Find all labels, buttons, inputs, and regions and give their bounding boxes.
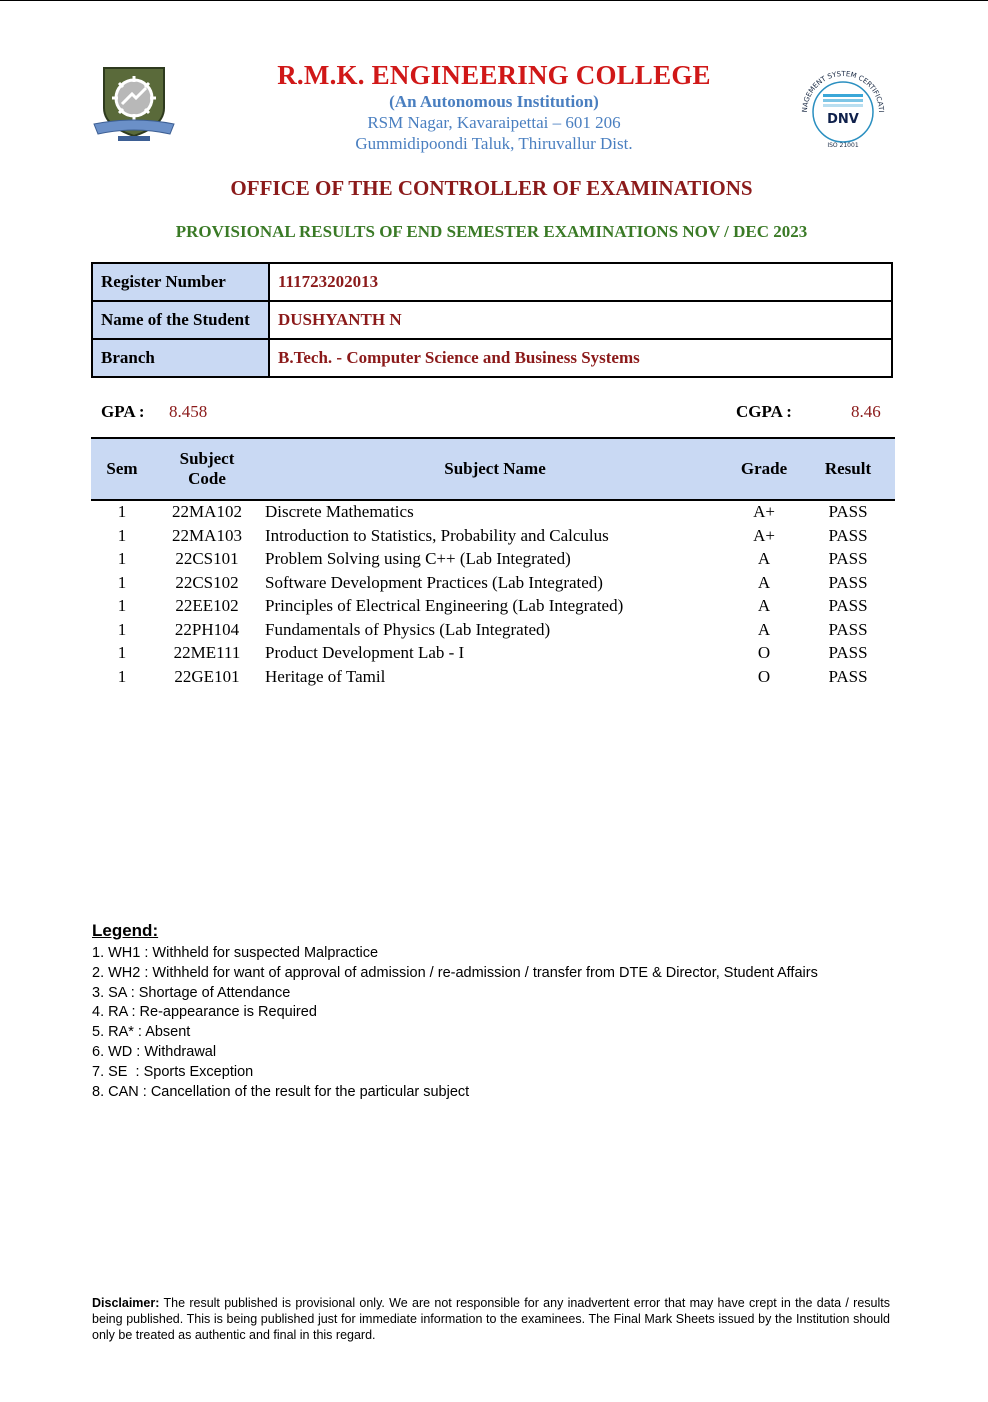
disclaimer	[92, 1295, 890, 1343]
header-result: Result	[824, 459, 872, 478]
row-subject: Software Development Practices (Lab Integrated)	[265, 572, 603, 592]
row-code: 22CS102	[175, 572, 239, 592]
row-result: PASS	[828, 502, 868, 521]
header-subject-code	[161, 439, 253, 499]
row-subject: Principles of Electrical Engineering (Lab Integrated)	[265, 596, 624, 615]
row-code: 22CS101	[175, 549, 239, 568]
register-row	[92, 263, 892, 301]
results-table-body	[91, 501, 895, 689]
row-result: PASS	[828, 643, 868, 662]
student-name-value: DUSHYANTH N	[269, 301, 892, 339]
row-subject: Problem Solving using C++ (Lab Integrated)	[265, 549, 571, 568]
legend-item: 6. WD : Withdrawal	[92, 1043, 217, 1060]
row-sem: 1	[117, 549, 127, 568]
cert-brand-text: DNV	[827, 112, 859, 127]
row-code: 22MA103	[172, 525, 242, 545]
register-label: Register Number	[92, 263, 269, 301]
row-sem: 1	[117, 525, 127, 545]
row-code: 22ME111	[173, 643, 241, 662]
student-name-row	[92, 301, 892, 339]
row-result: PASS	[828, 666, 868, 686]
row-sem: 1	[117, 619, 127, 639]
address-line-2: Gummidipoondi Taluk, Thiruvallur Dist.	[355, 134, 633, 153]
row-grade: A+	[753, 525, 775, 545]
student-name-label: Name of the Student	[92, 301, 269, 339]
legend-item: 4. RA : Re-appearance is Required	[92, 1004, 317, 1021]
row-subject: Heritage of Tamil	[265, 666, 386, 686]
row-sem: 1	[117, 643, 127, 662]
table-row	[91, 666, 895, 690]
row-sem: 1	[117, 502, 127, 521]
cgpa-value: 8.46	[851, 402, 881, 421]
office-title: OFFICE OF THE CONTROLLER OF EXAMINATIONS	[230, 176, 753, 200]
cgpa-label: CGPA :	[736, 402, 792, 421]
table-row	[91, 642, 895, 666]
branch-label: Branch	[92, 339, 269, 377]
table-row	[91, 501, 895, 525]
college-name: R.M.K. ENGINEERING COLLEGE	[277, 60, 711, 90]
legend-item: 2. WH2 : Withheld for want of approval of admission / re-admission / transfer from DTE & Director, Student Affairs	[92, 964, 818, 981]
row-result: PASS	[828, 619, 868, 639]
row-sem: 1	[117, 572, 127, 592]
register-value: 111723202013	[269, 263, 892, 301]
disclaimer-label: Disclaimer:	[92, 1296, 160, 1310]
row-code: 22PH104	[174, 619, 240, 639]
row-code: 22EE102	[175, 596, 239, 615]
row-subject: Discrete Mathematics	[265, 502, 414, 521]
header-code-line2: Code	[188, 469, 226, 488]
row-grade: A	[757, 572, 771, 592]
result-title: PROVISIONAL RESULTS OF END SEMESTER EXAMINATIONS NOV / DEC 2023	[175, 222, 808, 241]
legend-list	[92, 944, 818, 1102]
gpa-value: 8.458	[169, 402, 208, 421]
row-sem: 1	[117, 666, 127, 686]
table-row	[91, 525, 895, 549]
legend-item: 1. WH1 : Withheld for suspected Malpractice	[92, 945, 379, 961]
row-grade: O	[757, 643, 771, 662]
header-grade: Grade	[740, 459, 788, 478]
row-code: 22MA102	[172, 502, 242, 521]
address-line-1: RSM Nagar, Kavaraipettai – 601 206	[367, 113, 621, 132]
results-table-header	[91, 437, 895, 501]
table-row	[91, 572, 895, 596]
row-result: PASS	[828, 596, 868, 615]
gpa-label: GPA :	[101, 402, 145, 421]
table-row	[91, 619, 895, 643]
branch-row	[92, 339, 892, 377]
cert-ring-text: NAGEMENT SYSTEM CERTIFICATI	[800, 69, 886, 113]
branch-value: B.Tech. - Computer Science and Business Systems	[269, 339, 892, 377]
row-sem: 1	[117, 596, 127, 615]
row-subject: Product Development Lab - I	[265, 643, 465, 662]
row-grade: O	[757, 666, 771, 686]
top-rule	[0, 0, 988, 1]
cert-standard-text: ISO 21001	[827, 142, 859, 149]
row-result: PASS	[828, 572, 868, 592]
row-grade: A	[757, 619, 771, 639]
row-result: PASS	[828, 525, 868, 545]
row-subject: Fundamentals of Physics (Lab Integrated)	[265, 619, 551, 639]
header-subject-name: Subject Name	[444, 459, 546, 478]
header-code-line1: Subject	[179, 449, 235, 468]
row-subject: Introduction to Statistics, Probability and Calculus	[265, 525, 609, 545]
autonomous-subtitle: (An Autonomous Institution)	[389, 92, 599, 111]
row-grade: A	[757, 549, 771, 568]
disclaimer-text: The result published is provisional only. We are not responsible for any inadvertent error that may have crept in the data / results being published. This is being published just for immediate information to the examinees. The Final Mark Sheets issued by the Institution should only be treated as authentic and final in this regard.	[92, 1296, 890, 1342]
row-grade: A	[757, 596, 771, 615]
row-grade: A+	[753, 502, 775, 521]
legend-title: Legend:	[92, 921, 159, 940]
table-row	[91, 548, 895, 572]
table-row	[91, 595, 895, 619]
legend-item: 8. CAN : Cancellation of the result for the particular subject	[92, 1083, 470, 1100]
row-code: 22GE101	[174, 666, 240, 686]
header-sem: Sem	[106, 459, 138, 478]
row-result: PASS	[828, 549, 868, 568]
student-info-table	[91, 262, 893, 378]
legend-item: 3. SA : Shortage of Attendance	[92, 984, 291, 1001]
legend-item: 5. RA* : Absent	[92, 1024, 191, 1041]
legend-item: 7. SE : Sports Exception	[92, 1063, 254, 1080]
